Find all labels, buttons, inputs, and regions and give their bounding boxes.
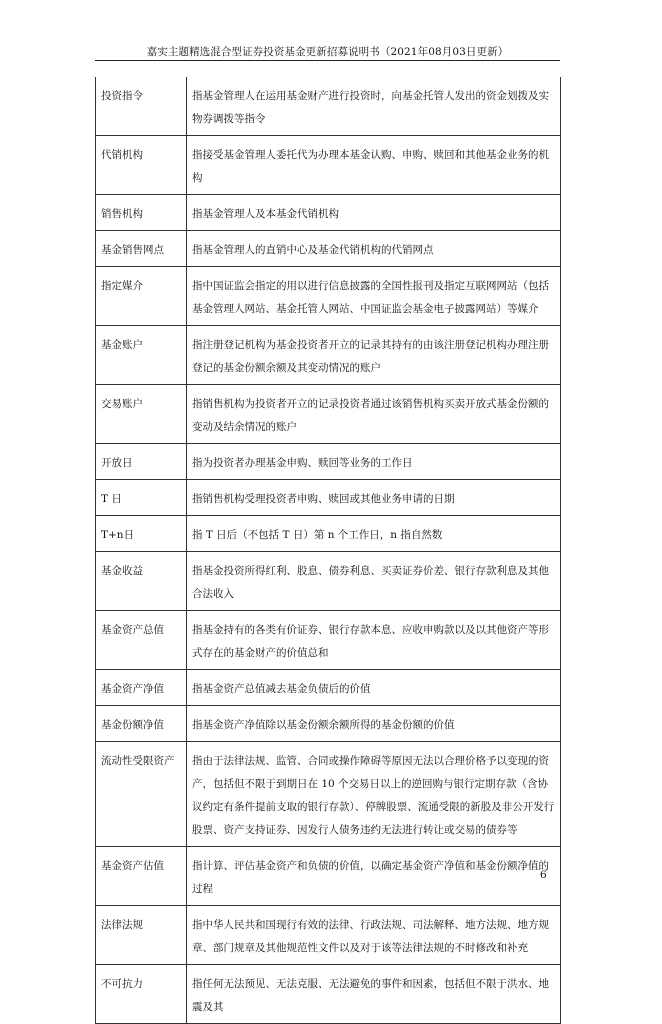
definition-cell: 指注册登记机构为基金投资者开立的记录其持有的由该注册登记机构办理注册登记的基金份额余额及其变动情况的账户 bbox=[187, 326, 561, 385]
table-row bbox=[96, 136, 561, 195]
definition-cell: 指接受基金管理人委托代为办理本基金认购、申购、赎回和其他基金业务的机构 bbox=[187, 136, 561, 195]
table-row bbox=[96, 670, 561, 706]
term-cell: 基金资产净值 bbox=[96, 670, 187, 706]
table-row bbox=[96, 195, 561, 231]
table-row bbox=[96, 267, 561, 326]
term-cell: 流动性受限资产 bbox=[96, 742, 187, 847]
definitions-table bbox=[95, 77, 561, 1024]
definition-cell: 指基金资产净值除以基金份额余额所得的基金份额的价值 bbox=[187, 706, 561, 742]
definition-cell: 指由于法律法规、监管、合同或操作障碍等原因无法以合理价格予以变现的资产，包括但不限于到期日在 10 个交易日以上的逆回购与银行定期存款（含协议约定有条件提前支取的银行存款）、停牌股票、流通受限的新股及非公开发行股票、资产支持证券、因发行人债务违约无法进行转让或交易的债券等 bbox=[187, 742, 561, 847]
table-row bbox=[96, 965, 561, 1024]
definition-cell: 指基金资产总值减去基金负债后的价值 bbox=[187, 670, 561, 706]
table-row bbox=[96, 906, 561, 965]
table-row bbox=[96, 611, 561, 670]
definition-cell: 指任何无法预见、无法克服、无法避免的事件和因素，包括但不限于洪水、地震及其 bbox=[187, 965, 561, 1024]
term-cell: T 日 bbox=[96, 480, 187, 516]
header-divider bbox=[95, 60, 560, 61]
term-cell: 基金资产估值 bbox=[96, 847, 187, 906]
definition-cell: 指中华人民共和国现行有效的法律、行政法规、司法解释、地方法规、地方规章、部门规章及其他规范性文件以及对于该等法律法规的不时修改和补充 bbox=[187, 906, 561, 965]
table-row bbox=[96, 552, 561, 611]
definition-cell: 指基金管理人的直销中心及基金代销机构的代销网点 bbox=[187, 231, 561, 267]
definition-cell: 指基金持有的各类有价证券、银行存款本息、应收申购款以及以其他资产等形式存在的基金财产的价值总和 bbox=[187, 611, 561, 670]
term-cell: 基金资产总值 bbox=[96, 611, 187, 670]
table-row bbox=[96, 742, 561, 847]
table-row bbox=[96, 231, 561, 267]
term-cell: 指定媒介 bbox=[96, 267, 187, 326]
term-cell: T+n日 bbox=[96, 516, 187, 552]
definition-cell: 指计算、评估基金资产和负债的价值，以确定基金资产净值和基金份额净值的过程 bbox=[187, 847, 561, 906]
table-row bbox=[96, 444, 561, 480]
term-cell: 交易账户 bbox=[96, 385, 187, 444]
term-cell: 代销机构 bbox=[96, 136, 187, 195]
term-cell: 基金收益 bbox=[96, 552, 187, 611]
term-cell: 销售机构 bbox=[96, 195, 187, 231]
table-row bbox=[96, 385, 561, 444]
definition-cell: 指基金管理人及本基金代销机构 bbox=[187, 195, 561, 231]
table-row bbox=[96, 847, 561, 906]
table-row bbox=[96, 77, 561, 136]
table-row bbox=[96, 480, 561, 516]
term-cell: 投资指令 bbox=[96, 77, 187, 136]
page-number: 6 bbox=[540, 869, 547, 881]
definition-cell: 指为投资者办理基金申购、赎回等业务的工作日 bbox=[187, 444, 561, 480]
definition-cell: 指 T 日后（不包括 T 日）第 n 个工作日，n 指自然数 bbox=[187, 516, 561, 552]
definition-cell: 指销售机构受理投资者申购、赎回或其他业务申请的日期 bbox=[187, 480, 561, 516]
definition-cell: 指中国证监会指定的用以进行信息披露的全国性报刊及指定互联网网站（包括基金管理人网站、基金托管人网站、中国证监会基金电子披露网站）等媒介 bbox=[187, 267, 561, 326]
term-cell: 基金份额净值 bbox=[96, 706, 187, 742]
page-header: 嘉实主题精选混合型证券投资基金更新招募说明书（2021年08月03日更新） bbox=[146, 46, 509, 58]
term-cell: 不可抗力 bbox=[96, 965, 187, 1024]
table-row bbox=[96, 706, 561, 742]
term-cell: 开放日 bbox=[96, 444, 187, 480]
definition-cell: 指基金管理人在运用基金财产进行投资时，向基金托管人发出的资金划拨及实物券调拨等指令 bbox=[187, 77, 561, 136]
term-cell: 法律法规 bbox=[96, 906, 187, 965]
table-row bbox=[96, 326, 561, 385]
term-cell: 基金销售网点 bbox=[96, 231, 187, 267]
definition-cell: 指基金投资所得红利、股息、债券利息、买卖证券价差、银行存款利息及其他合法收入 bbox=[187, 552, 561, 611]
definition-cell: 指销售机构为投资者开立的记录投资者通过该销售机构买卖开放式基金份额的变动及结余情况的账户 bbox=[187, 385, 561, 444]
term-cell: 基金账户 bbox=[96, 326, 187, 385]
table-row bbox=[96, 516, 561, 552]
